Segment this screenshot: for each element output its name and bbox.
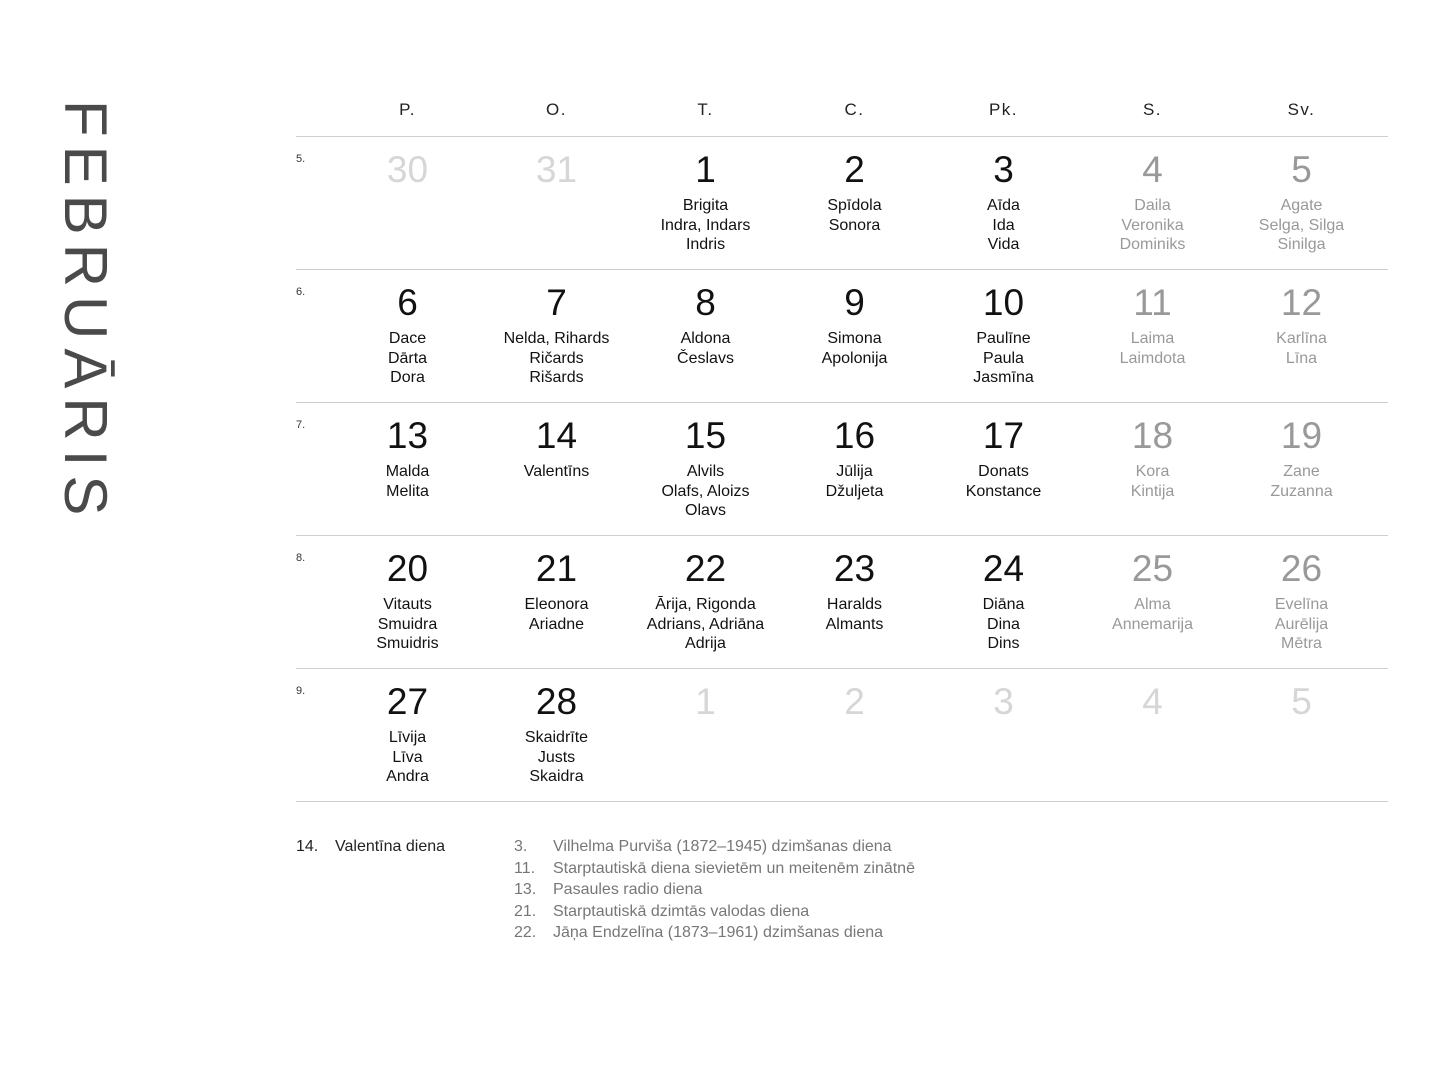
name-days bbox=[780, 196, 929, 235]
day-number: 26 bbox=[1280, 548, 1323, 589]
name-day-line: Daila bbox=[1134, 197, 1171, 214]
calendar-grid bbox=[296, 88, 1388, 802]
day-cell bbox=[780, 270, 929, 368]
event-day: 3. bbox=[514, 838, 528, 855]
name-day-line: Malda bbox=[385, 463, 430, 480]
day-cell-other-month bbox=[780, 669, 929, 728]
weekday-header bbox=[296, 88, 1388, 137]
name-day-line: Dins bbox=[987, 635, 1020, 652]
week-row bbox=[296, 137, 1388, 270]
week-row bbox=[296, 536, 1388, 669]
name-day-line: Skaidrīte bbox=[524, 729, 589, 746]
day-cell bbox=[1078, 270, 1227, 368]
day-number: 11 bbox=[1133, 282, 1172, 323]
week-rows bbox=[296, 137, 1388, 802]
name-days bbox=[929, 462, 1078, 501]
name-day-line: Česlavs bbox=[677, 349, 734, 367]
day-cell bbox=[780, 137, 929, 235]
day-number: 4 bbox=[1142, 149, 1163, 190]
event-row bbox=[514, 838, 915, 860]
name-day-line: Nelda, Rihards bbox=[503, 330, 610, 347]
name-day-line: Alvils bbox=[686, 463, 725, 480]
day-number: 8 bbox=[695, 282, 716, 323]
name-days bbox=[333, 462, 482, 501]
weekday-mon: P. bbox=[399, 100, 416, 119]
event-text: Vilhelma Purviša (1872–1945) dzimšanas diena bbox=[553, 838, 892, 855]
name-day-line: Aurēlija bbox=[1274, 615, 1329, 633]
name-day-line: Agate bbox=[1280, 197, 1323, 214]
name-day-line: Rišards bbox=[529, 369, 584, 386]
day-number: 1 bbox=[695, 149, 716, 190]
name-days bbox=[1227, 462, 1376, 501]
week-number: 5. bbox=[296, 153, 306, 165]
name-day-line: Dārta bbox=[387, 349, 428, 367]
name-day-line: Laimdota bbox=[1119, 349, 1186, 367]
day-cell bbox=[1078, 536, 1227, 634]
name-day-line: Mētra bbox=[1281, 635, 1322, 652]
name-day-line: Olavs bbox=[685, 502, 726, 519]
name-days bbox=[631, 462, 780, 521]
name-day-line: Ida bbox=[992, 216, 1015, 234]
weekday-wed: T. bbox=[697, 100, 714, 119]
day-cell bbox=[1227, 403, 1376, 501]
name-days bbox=[631, 595, 780, 654]
event-day: 13. bbox=[514, 881, 537, 899]
day-cell bbox=[929, 137, 1078, 255]
name-day-line: Līna bbox=[1285, 349, 1318, 367]
name-day-line: Indra, Indars bbox=[660, 216, 751, 234]
name-day-line: Veronika bbox=[1121, 216, 1184, 234]
name-days bbox=[333, 329, 482, 388]
name-day-line: Donats bbox=[978, 463, 1029, 480]
name-day-line: Vida bbox=[987, 236, 1020, 253]
day-number: 7 bbox=[546, 282, 567, 323]
name-day-line: Aīda bbox=[987, 197, 1020, 214]
day-cell bbox=[1078, 137, 1227, 255]
day-number: 24 bbox=[982, 548, 1025, 589]
weekday-thu: C. bbox=[844, 100, 865, 119]
event-text: Jāņa Endzelīna (1873–1961) dzimšanas diena bbox=[553, 924, 884, 942]
day-cell bbox=[631, 137, 780, 255]
day-number: 23 bbox=[833, 548, 876, 589]
day-cell-other-month bbox=[929, 669, 1078, 728]
day-number: 21 bbox=[535, 548, 578, 589]
week-number: 8. bbox=[296, 552, 306, 564]
name-day-line: Paulīne bbox=[976, 330, 1031, 347]
name-day-line: Zuzanna bbox=[1270, 482, 1333, 500]
name-day-line: Alma bbox=[1134, 596, 1171, 613]
name-days bbox=[1227, 196, 1376, 255]
day-number: 4 bbox=[1142, 681, 1163, 722]
name-day-line: Džuljeta bbox=[825, 482, 884, 500]
day-number: 6 bbox=[397, 282, 418, 323]
name-days bbox=[780, 462, 929, 501]
day-number: 3 bbox=[993, 149, 1014, 190]
week-row bbox=[296, 669, 1388, 802]
name-day-line: Andra bbox=[386, 768, 429, 785]
name-day-line: Spīdola bbox=[827, 197, 882, 214]
day-number: 30 bbox=[386, 149, 429, 190]
event-day: 11. bbox=[514, 859, 536, 877]
name-day-line: Laima bbox=[1130, 330, 1175, 347]
name-day-line: Apolonija bbox=[821, 349, 888, 367]
day-number: 27 bbox=[386, 681, 429, 722]
name-days bbox=[482, 329, 631, 388]
name-day-line: Adrija bbox=[685, 635, 726, 652]
day-number: 10 bbox=[982, 282, 1025, 323]
day-cell bbox=[929, 403, 1078, 501]
day-cell bbox=[929, 270, 1078, 388]
name-day-line: Dina bbox=[987, 615, 1020, 633]
event-text: Pasaules radio diena bbox=[553, 881, 703, 899]
name-day-line: Kora bbox=[1135, 463, 1170, 480]
week-number: 6. bbox=[296, 286, 306, 298]
day-number: 14 bbox=[535, 415, 578, 456]
event-text: Starptautiskā diena sievietēm un meitenēm zinātnē bbox=[553, 859, 915, 877]
day-number: 31 bbox=[535, 149, 578, 190]
name-day-line: Selga, Silga bbox=[1258, 216, 1345, 234]
name-day-line: Evelīna bbox=[1274, 596, 1329, 613]
name-day-line: Jasmīna bbox=[973, 369, 1034, 386]
name-days bbox=[482, 595, 631, 634]
name-day-line: Justs bbox=[537, 748, 576, 766]
month-title: FEBRUĀRIS bbox=[52, 100, 119, 525]
name-days bbox=[333, 595, 482, 654]
name-day-line: Paula bbox=[983, 349, 1024, 367]
day-number: 28 bbox=[535, 681, 578, 722]
name-day-line: Annemarija bbox=[1112, 615, 1193, 633]
name-day-line: Smuidris bbox=[376, 635, 439, 652]
name-days bbox=[333, 728, 482, 787]
day-number: 20 bbox=[386, 548, 429, 589]
holiday-text: Valentīna diena bbox=[335, 838, 446, 855]
name-day-line: Sinilga bbox=[1277, 236, 1326, 253]
weekday-tue: O. bbox=[546, 100, 567, 119]
name-days bbox=[482, 728, 631, 787]
name-day-line: Ričards bbox=[529, 349, 584, 367]
name-day-line: Dora bbox=[390, 369, 425, 386]
name-day-line: Haralds bbox=[826, 596, 883, 613]
name-days bbox=[1078, 329, 1227, 368]
event-text: Starptautiskā dzimtās valodas diena bbox=[553, 902, 810, 920]
day-number: 9 bbox=[844, 282, 865, 323]
day-cell-other-month bbox=[1227, 669, 1376, 728]
name-day-line: Ariadne bbox=[528, 615, 585, 633]
name-day-line: Dominiks bbox=[1119, 236, 1186, 253]
day-cell bbox=[631, 536, 780, 654]
name-day-line: Konstance bbox=[965, 482, 1042, 500]
day-cell bbox=[929, 536, 1078, 654]
name-days bbox=[1227, 329, 1376, 368]
day-number: 13 bbox=[386, 415, 429, 456]
day-number: 3 bbox=[993, 681, 1014, 722]
name-day-line: Almants bbox=[825, 615, 884, 633]
day-number: 2 bbox=[844, 681, 865, 722]
weekday-sat: S. bbox=[1142, 100, 1163, 119]
weekday-fri: Pk. bbox=[988, 100, 1019, 119]
name-day-line: Smuidra bbox=[377, 615, 438, 633]
name-day-line: Jūlija bbox=[836, 463, 873, 480]
day-number: 2 bbox=[844, 149, 865, 190]
day-number: 17 bbox=[982, 415, 1025, 456]
day-number: 1 bbox=[695, 681, 716, 722]
name-day-line: Karlīna bbox=[1276, 330, 1327, 347]
name-days bbox=[482, 462, 631, 482]
week-number: 7. bbox=[296, 419, 306, 431]
name-day-line: Valentīns bbox=[523, 463, 590, 480]
weekday-sun: Sv. bbox=[1287, 100, 1316, 119]
name-day-line: Ārija, Rigonda bbox=[655, 596, 756, 613]
week-number: 9. bbox=[296, 685, 306, 697]
day-cell bbox=[482, 669, 631, 787]
name-day-line: Olafs, Aloizs bbox=[661, 482, 750, 500]
name-day-line: Līva bbox=[392, 748, 423, 766]
name-day-line: Kintija bbox=[1130, 482, 1175, 500]
day-cell bbox=[333, 270, 482, 388]
name-days bbox=[631, 329, 780, 368]
day-number: 5 bbox=[1291, 681, 1312, 722]
day-cell-other-month bbox=[333, 137, 482, 196]
day-cell bbox=[482, 403, 631, 482]
name-days bbox=[631, 196, 780, 255]
day-cell bbox=[780, 403, 929, 501]
event-row bbox=[514, 881, 915, 903]
holiday-day: 14. bbox=[296, 838, 319, 855]
events-list bbox=[514, 838, 915, 946]
day-cell-other-month bbox=[482, 137, 631, 196]
name-day-line: Zane bbox=[1283, 463, 1320, 480]
event-row bbox=[514, 860, 915, 882]
day-cell bbox=[631, 403, 780, 521]
name-day-line: Melita bbox=[386, 482, 429, 500]
day-cell bbox=[333, 669, 482, 787]
name-day-line: Aldona bbox=[680, 330, 731, 347]
day-cell bbox=[333, 536, 482, 654]
name-days bbox=[1078, 196, 1227, 255]
name-day-line: Simona bbox=[827, 330, 882, 347]
name-days bbox=[1078, 462, 1227, 501]
day-number: 15 bbox=[684, 415, 727, 456]
holiday-note bbox=[296, 838, 445, 856]
event-row bbox=[514, 924, 915, 946]
day-number: 5 bbox=[1291, 149, 1312, 190]
name-days bbox=[1227, 595, 1376, 654]
name-day-line: Diāna bbox=[982, 596, 1025, 613]
day-number: 16 bbox=[833, 415, 876, 456]
week-row bbox=[296, 403, 1388, 536]
day-number: 18 bbox=[1131, 415, 1174, 456]
name-day-line: Brigita bbox=[682, 197, 729, 214]
name-days bbox=[929, 595, 1078, 654]
day-number: 12 bbox=[1280, 282, 1323, 323]
name-day-line: Dace bbox=[388, 330, 427, 347]
day-cell bbox=[333, 403, 482, 501]
name-day-line: Sonora bbox=[828, 216, 881, 234]
week-row bbox=[296, 270, 1388, 403]
day-cell bbox=[1078, 403, 1227, 501]
name-day-line: Eleonora bbox=[524, 596, 589, 613]
name-day-line: Vitauts bbox=[383, 596, 432, 613]
day-cell bbox=[1227, 536, 1376, 654]
day-cell-other-month bbox=[1078, 669, 1227, 728]
day-cell bbox=[631, 270, 780, 368]
day-cell-other-month bbox=[631, 669, 780, 728]
day-number: 19 bbox=[1280, 415, 1323, 456]
day-number: 25 bbox=[1131, 548, 1174, 589]
name-days bbox=[1078, 595, 1227, 634]
event-day: 22. bbox=[514, 924, 537, 942]
day-cell bbox=[1227, 270, 1376, 368]
day-cell bbox=[1227, 137, 1376, 255]
name-days bbox=[780, 329, 929, 368]
name-day-line: Indris bbox=[685, 236, 726, 253]
day-number: 22 bbox=[684, 548, 727, 589]
name-day-line: Līvija bbox=[388, 729, 427, 746]
day-cell bbox=[482, 270, 631, 388]
name-day-line: Adrians, Adriāna bbox=[646, 615, 765, 633]
day-cell bbox=[482, 536, 631, 634]
day-cell bbox=[780, 536, 929, 634]
name-days bbox=[929, 196, 1078, 255]
name-days bbox=[929, 329, 1078, 388]
event-row bbox=[514, 903, 915, 925]
name-day-line: Skaidra bbox=[529, 768, 584, 785]
name-days bbox=[780, 595, 929, 634]
event-day: 21. bbox=[514, 902, 537, 920]
